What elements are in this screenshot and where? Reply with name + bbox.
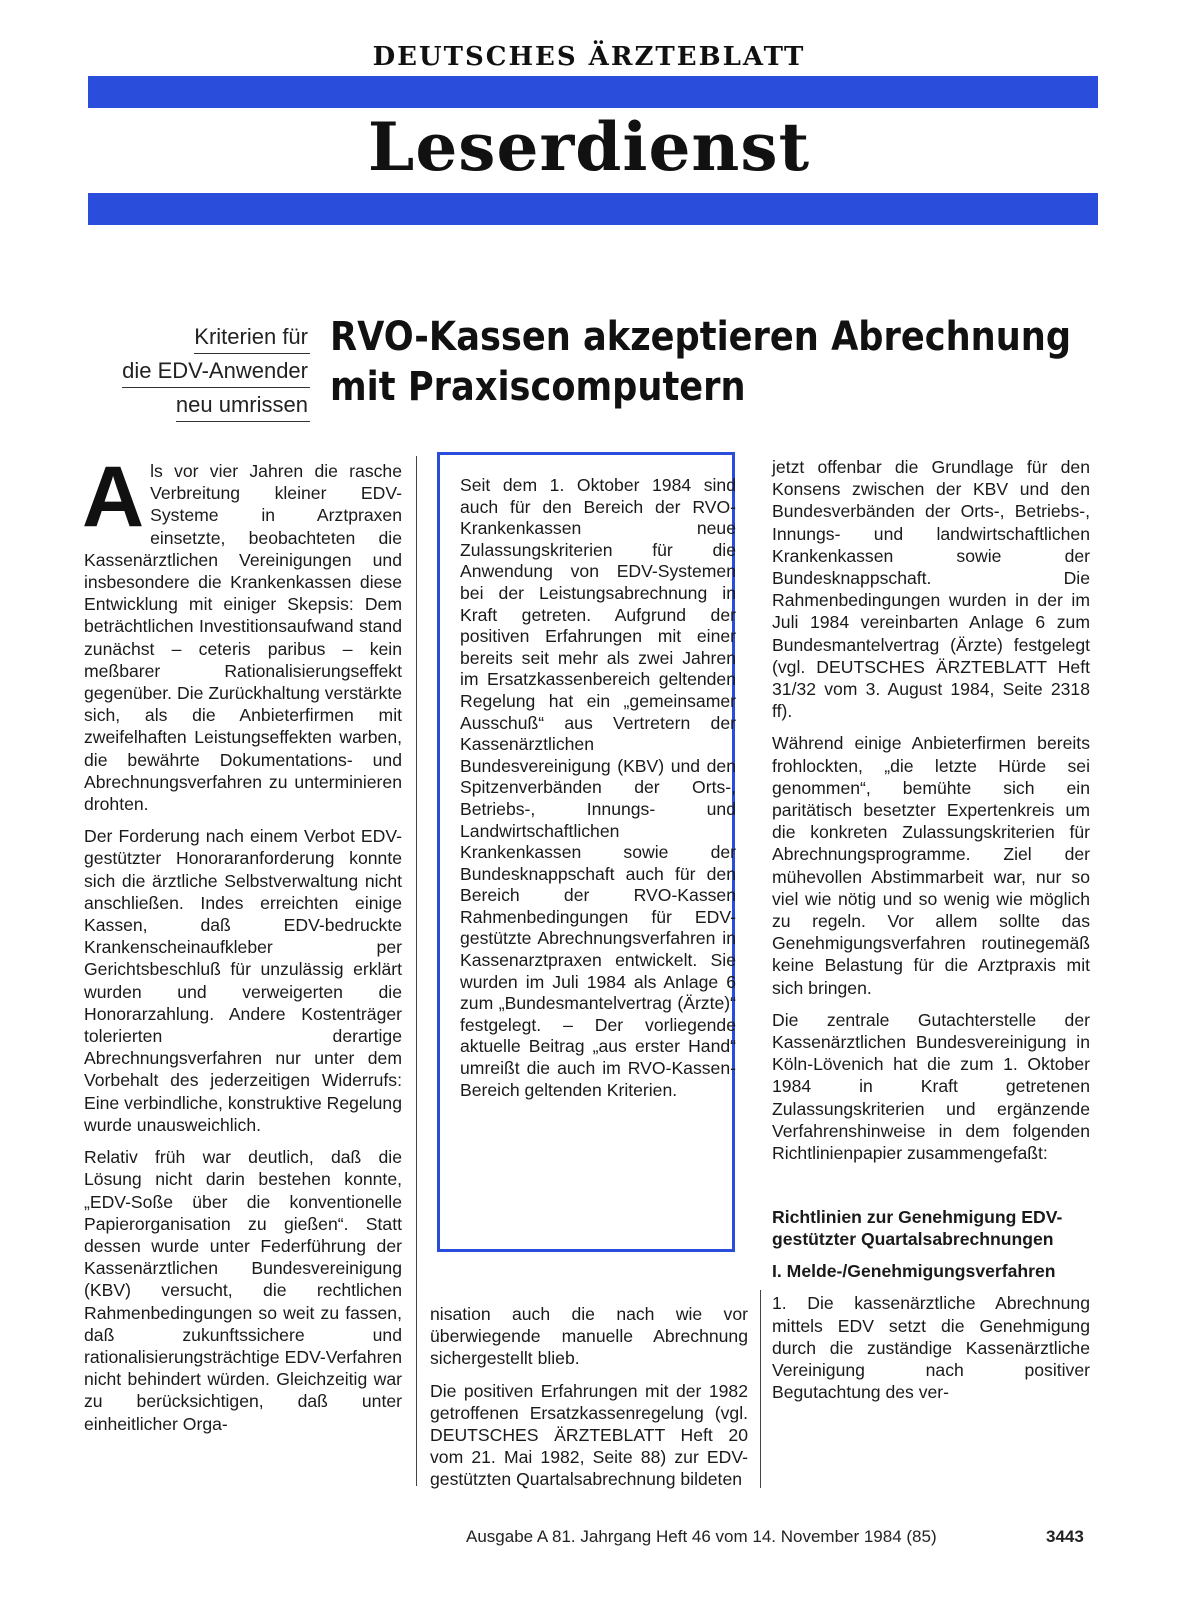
masthead: DEUTSCHES ÄRZTEBLATT	[372, 42, 806, 72]
paragraph: Der Forderung nach einem Verbot EDV-gestützter Honoraranforderung konnte sich die ärztliche Selbstverwaltung nicht anschließen. Indes erreichten einige Kassen, daß EDV-bedruckte Krankenscheinaufkleber per Gerichtsbeschluß für unzulässig erklärt wurden und verweigerten die Honorarzahlung. Andere Kostenträger tolerierten derartige Abrechnungsverfahren nur unter dem Vorbehalt des jederzeitigen Widerrufs: Eine verbindliche, konstruktive Regelung wurde unausweichlich.	[84, 826, 402, 1135]
paragraph: nisation auch die nach wie vor überwiegende manuelle Abrechnung sichergestellt blieb.	[430, 1304, 748, 1369]
paragraph: Während einige Anbieterfirmen bereits frohlockten, „die letzte Hürde sei genommen“, bemühte sich ein paritätisch besetzter Expertenkreis um die konkreten Zulassungskriterien für Abrechnungsprogramme. Ziel der mühevollen Abstimmarbeit war, nur so viel wie nötig und so wenig wie möglich zu regeln. Vor allem sollte das Genehmigungsverfahren routinegemäß keine Belastung für die Arztpraxis mit sich bringen.	[772, 733, 1090, 998]
column-2	[430, 1303, 748, 1501]
paragraph-text: ls vor vier Jahren die rasche Verbreitung kleiner EDV-Systeme in Arztpraxen einsetzte, beobachteten die Kassenärztlichen Vereinigungen und insbesondere die Krankenkassen diese Entwicklung mit einiger Skepsis: Dem beträchtlichen Investitionsaufwand stand zunächst – ceteris paribus – kein meßbarer Rationalisierungseffekt gegenüber. Die Zurückhaltung verstärkte sich, als die Anbieterfirmen mit zweifelhaften Leistungseffekten warben, die bewährte Dokumentations- und Abrechnungsverfahren zu unterminieren drohten.	[84, 461, 402, 815]
page-number: 3443	[1046, 1527, 1084, 1546]
paragraph: Die zentrale Gutachterstelle der Kassenärztlichen Bundesvereinigung in Köln-Lövenich hat die zum 1. Oktober 1984 in Kraft getretenen Zulassungskriterien und ergänzende Verfahrenshinweise in dem folgenden Richtlinienpapier zusammengefaßt:	[772, 1009, 1090, 1164]
column-rule	[760, 1290, 761, 1488]
subheading: Richtlinien zur Genehmigung EDV-gestützter Quartalsabrechnungen	[772, 1207, 1063, 1250]
summary-box	[437, 452, 735, 1252]
bottom-blue-band	[88, 193, 1098, 225]
top-blue-band	[88, 76, 1098, 108]
kicker-line: neu umrissen	[176, 390, 310, 422]
kicker-line: die EDV-Anwender	[122, 356, 310, 388]
column-rule	[416, 456, 417, 1486]
paragraph: Die positiven Erfahrungen mit der 1982 getroffenen Ersatzkassenregelung (vgl. DEUTSCHES ÄRZTEBLATT Heft 20 vom 21. Mai 1982, Seite 88) zur EDV-gestützten Quartalsabrechnung bildeten	[430, 1380, 748, 1490]
headline-line: RVO-Kassen akzeptieren Abrechnung	[330, 314, 1072, 360]
issue-info: Ausgabe A 81. Jahrgang Heft 46 vom 14. November 1984 (85)	[466, 1527, 937, 1546]
column-3	[772, 456, 1090, 1413]
column-1	[82, 449, 402, 1445]
headline	[330, 312, 1072, 412]
paragraph: 1. Die kassenärztliche Abrechnung mittels EDV setzt die Genehmigung durch die zuständige Kassenärztliche Vereinigung nach positiver Begutachtung des ver-	[772, 1293, 1090, 1403]
kicker	[60, 322, 310, 424]
section-title: Leserdienst	[367, 108, 811, 186]
drop-cap: A	[82, 449, 145, 545]
subheading: I. Melde-/Genehmigungsverfahren	[772, 1261, 1056, 1282]
headline-line: mit Praxiscomputern	[330, 364, 746, 410]
paragraph	[82, 449, 402, 815]
summary-text: Seit dem 1. Oktober 1984 sind auch für den Bereich der RVO-Krankenkassen neue Zulassungskriterien für die Anwendung von EDV-Systemen bei der Leistungsabrechnung in Kraft getreten. Aufgrund der positiven Erfahrungen mit einer bereits seit mehr als zwei Jahren im Ersatzkassenbereich geltenden Regelung hat ein „gemeinsamer Ausschuß“ aus Vertretern der Kassenärztlichen Bundesvereinigung (KBV) und den Spitzenverbänden der Orts-, Betriebs-, Innungs- und Landwirtschaftlichen Krankenkassen sowie der Bundesknappschaft auch für den Bereich der RVO-Kassen Rahmenbedingungen für EDV-gestützte Abrechnungsverfahren in Kassenarztpraxen entwickelt. Sie wurden im Juli 1984 als Anlage 6 zum „Bundesmantelvertrag (Ärzte)“ festgelegt. – Der vorliegende aktuelle Beitrag „aus erster Hand“ umreißt die auch im RVO-Kassen-Bereich geltenden Kriterien.	[460, 475, 736, 1100]
paragraph: Relativ früh war deutlich, daß die Lösung nicht darin bestehen konnte, „EDV-Soße über die konventionelle Papierorganisation zu gießen“. Statt dessen wurde unter Federführung der Kassenärztlichen Bundesvereinigung (KBV) versucht, die rechtlichen Rahmenbedingungen so weit zu fassen, daß zukunftssichere und rationalisierungsträchtige EDV-Verfahren nicht behindert würden. Gleichzeitig war zu berücksichtigen, daß unter einheitlicher Orga-	[84, 1147, 402, 1434]
kicker-line: Kriterien für	[194, 322, 310, 354]
paragraph: jetzt offenbar die Grundlage für den Konsens zwischen der KBV und den Bundesverbänden der Orts-, Betriebs-, Innungs- und landwirtschaftlichen Krankenkassen sowie der Bundesknappschaft. Die Rahmenbedingungen wurden in der im Juli 1984 vereinbarten Anlage 6 zum Bundesmantelvertrag (Ärzte) festgelegt (vgl. DEUTSCHES ÄRZTEBLATT Heft 31/32 vom 3. August 1984, Seite 2318 ff).	[772, 457, 1090, 722]
